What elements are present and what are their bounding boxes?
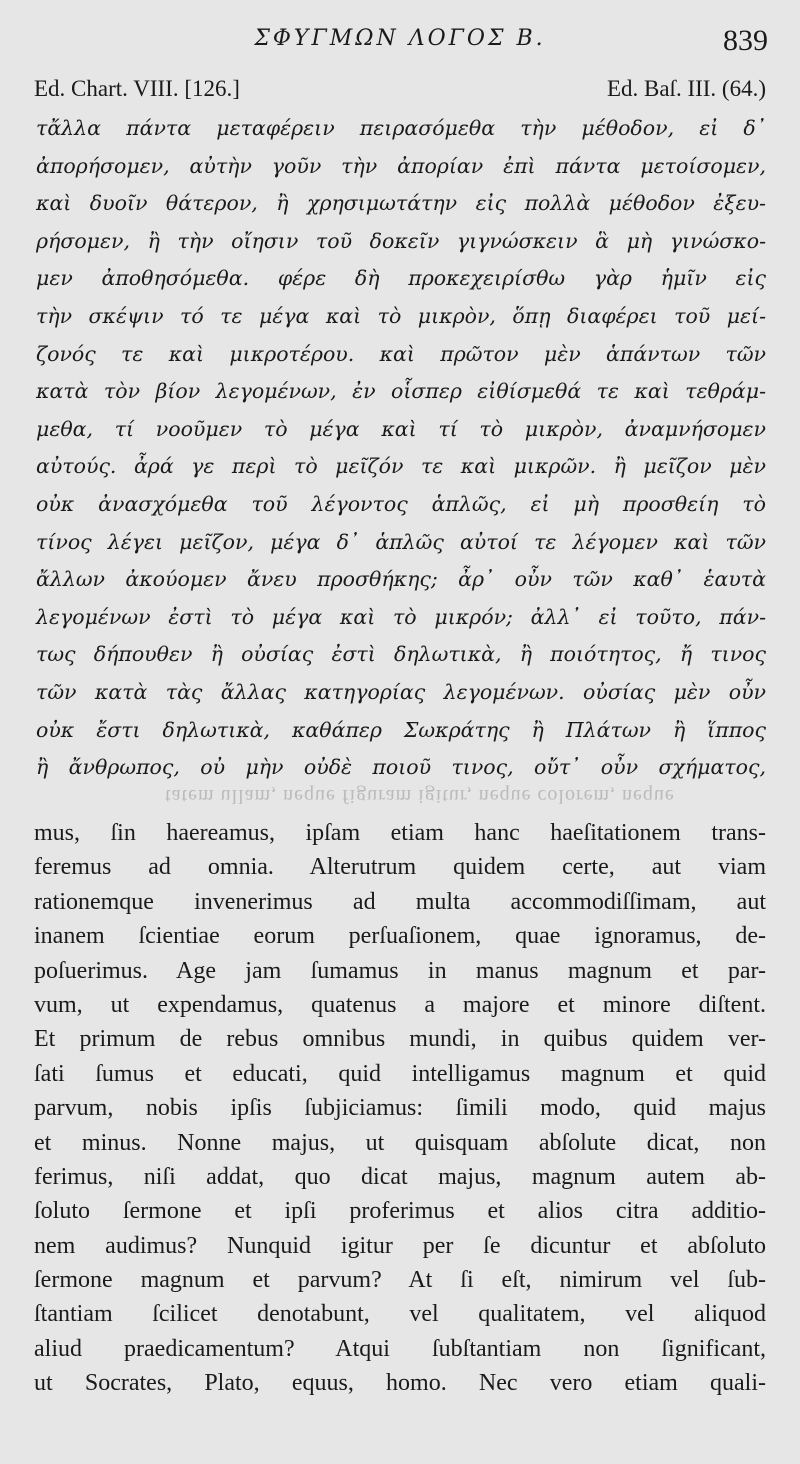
latin-text-line: vum, ut expendamus, quatenus a majore et minore diſtent.	[34, 991, 766, 1018]
greek-text-line: κατὰ τὸν βίον λεγομένων, ἐν οἷσπερ εἰθίσμεθά τε καὶ τεθράμ-	[36, 379, 766, 404]
latin-text-line: ſtantiam ſcilicet denotabunt, vel qualitatem, vel aliquod	[34, 1301, 766, 1328]
latin-text-line: aliud praedicamentum? Atqui ſubſtantiam non ſignificant,	[34, 1335, 766, 1362]
latin-text-line: inanem ſcientiae eorum perſuaſionem, quae ignoramus, de-	[34, 923, 766, 950]
edition-chartier-reference: Ed. Chart. VIII. [126.]	[34, 76, 240, 101]
latin-text-line: mus, ſin haereamus, ipſam etiam hanc haeſitationem trans-	[34, 820, 766, 846]
greek-text-line: τως δήπουθεν ἢ οὐσίας ἐστὶ δηλωτικὰ, ἢ ποιότητος, ἤ τινος	[36, 642, 766, 667]
greek-text-block	[36, 110, 766, 787]
latin-text-line: feremus ad omnia. Alterutrum quidem certe, aut viam	[34, 854, 766, 881]
greek-text-line: ἄλλων ἀκούομεν ἄνευ προσθήκης; ἆρ᾽ οὖν τῶν καθ᾽ ἑαυτὰ	[36, 567, 766, 592]
latin-text-line: nem audimus? Nunquid igitur per ſe dicuntur et abſoluto	[34, 1232, 766, 1259]
greek-text-line: τίνος λέγει μεῖζον, μέγα δ᾽ ἁπλῶς αὐτοί τε λέγομεν καὶ τῶν	[36, 529, 766, 554]
greek-text-line: οὐκ ἔστι δηλωτικὰ, καθάπερ Σωκράτης ἢ Πλάτων ἢ ἵππος	[36, 717, 766, 742]
page-number: 839	[723, 24, 768, 57]
greek-text-line: τῶν κατὰ τὰς ἄλλας κατηγορίας λεγομένων. οὐσίας μὲν οὖν	[36, 679, 766, 704]
latin-text-line: Et primum de rebus omnibus mundi, in quibus quidem ver-	[34, 1026, 766, 1053]
greek-text-line: ζονός τε καὶ μικροτέρου. καὶ πρῶτον μὲν ἁπάντων τῶν	[36, 341, 766, 366]
latin-text-line: ut Socrates, Plato, equus, homo. Nec vero etiam quali-	[34, 1370, 766, 1397]
greek-text-line: τἄλλα πάντα μεταφέρειν πειρασόμεθα τὴν μέθοδον, εἰ δ᾽	[36, 116, 766, 140]
edition-basel-reference: Ed. Baſ. III. (64.)	[606, 76, 766, 101]
latin-text-line: ſermone magnum et parvum? At ſi eſt, nimirum vel ſub-	[34, 1267, 766, 1294]
edition-reference-line	[34, 76, 766, 106]
greek-text-line: ρήσομεν, ἢ τὴν οἴησιν τοῦ δοκεῖν γιγνώσκειν ἃ μὴ γινώσκο-	[36, 228, 766, 253]
bleed-through-text: tatem ullam, neque figuram igitur, neque colorem, neque	[165, 785, 675, 807]
latin-text-line: ſati ſumus et educati, quid intelligamus magnum et quid	[34, 1060, 766, 1087]
greek-text-line: ἢ ἄνθρωπος, οὐ μὴν οὐδὲ ποιοῦ τινος, οὔτ᾽ οὖν σχήματος,	[36, 755, 766, 780]
latin-text-block	[34, 816, 766, 1401]
greek-text-line: τὴν σκέψιν τό τε μέγα καὶ τὸ μικρὸν, ὅπῃ διαφέρει τοῦ μεί-	[36, 303, 766, 328]
latin-text-line: ſoluto ſermone et ipſi proferimus et alios citra additio-	[34, 1198, 766, 1225]
running-title: ΣΦΥΓΜΩΝ ΛΟΓΟΣ Β.	[254, 26, 546, 51]
latin-text-line: rationemque invenerimus ad multa accommodiſſimam, aut	[34, 888, 766, 915]
greek-text-line: οὐκ ἀνασχόμεθα τοῦ λέγοντος ἁπλῶς, εἰ μὴ προσθείη τὸ	[36, 491, 766, 516]
greek-text-line: καὶ δυοῖν θάτερον, ἢ χρησιμωτάτην εἰς πολλὰ μέθοδον ἐξευ-	[36, 191, 766, 216]
greek-text-line: ἀπορήσομεν, αὐτὴν γοῦν τὴν ἀπορίαν ἐπὶ πάντα μετοίσομεν,	[36, 153, 766, 178]
latin-text-line: et minus. Nonne majus, ut quisquam abſolute dicat, non	[34, 1129, 766, 1156]
running-head	[0, 24, 800, 64]
latin-text-line: poſuerimus. Age jam ſumamus in manus magnum et par-	[34, 957, 766, 984]
greek-text-line: μεν ἀποθησόμεθα. φέρε δὴ προκεχειρίσθω γὰρ ἡμῖν εἰς	[36, 266, 766, 291]
latin-text-line: parvum, nobis ipſis ſubjiciamus: ſimili modo, quid majus	[34, 1095, 766, 1122]
latin-text-line: ferimus, niſi addat, quo dicat majus, magnum autem ab-	[34, 1163, 766, 1190]
greek-text-line: μεθα, τί νοοῦμεν τὸ μέγα καὶ τί τὸ μικρὸν, ἀναμνήσομεν	[36, 416, 766, 441]
greek-text-line: αὐτούς. ἆρά γε περὶ τὸ μεῖζόν τε καὶ μικρῶν. ἢ μεῖζον μὲν	[36, 454, 766, 479]
greek-text-line: λεγομένων ἐστὶ τὸ μέγα καὶ τὸ μικρόν; ἀλλ᾽ εἰ τοῦτο, πάν-	[36, 604, 766, 629]
